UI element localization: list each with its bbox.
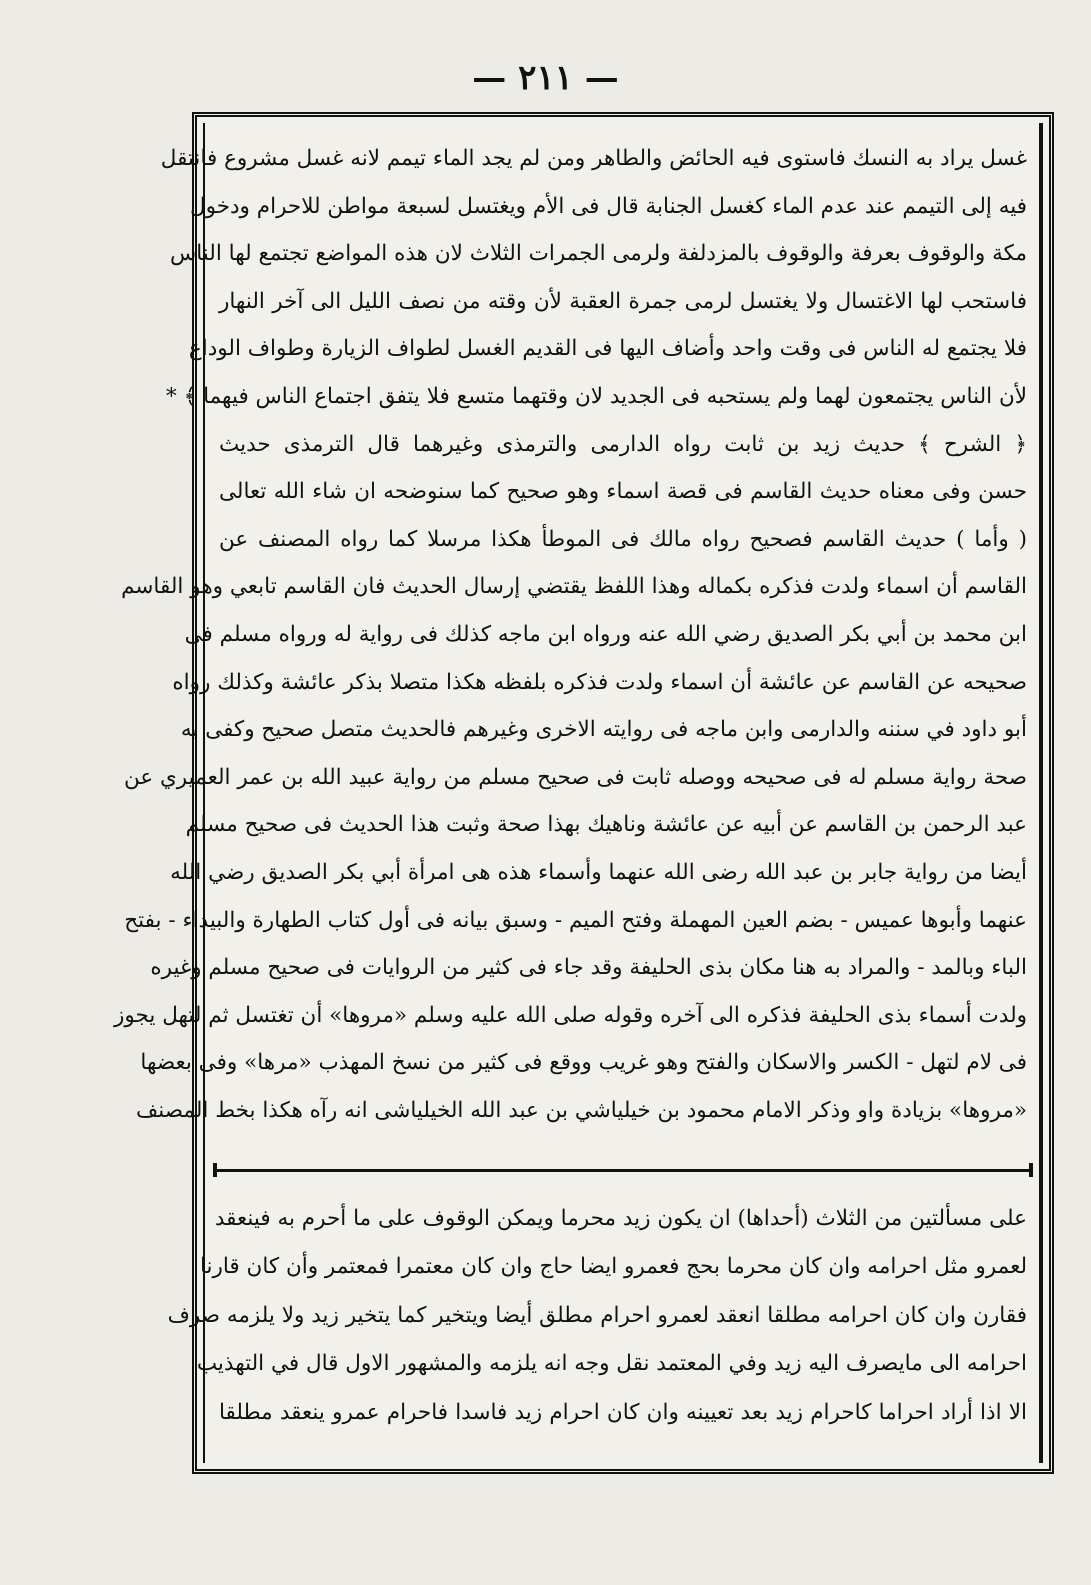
- text-line: لأن الناس يجتمعون لهما ولم يستحبه فى الجديد لان وقتهما متسع فلا يتفق اجتماع الناس فيهما ﴾ *: [166, 383, 1027, 409]
- main-text-block: [114, 135, 1027, 1134]
- text-line: فلا يجتمع له الناس فى وقت واحد وأضاف اليها فى القديم الغسل لطواف الزيارة وطواف الوداع: [188, 336, 1027, 362]
- text-line: الباء وبالمد - والمراد به هنا مكان بذى الحليفة وقد جاء فى كثير من الروايات فى صحيح مسلم وغيره: [150, 955, 1027, 981]
- text-line: عبد الرحمن بن القاسم عن أبيه عن عائشة وناهيك بهذا صحة وثبت هذا الحديث فى صحيح مسلم: [185, 812, 1027, 838]
- text-line: ( وأما ) حديث القاسم فصحيح رواه مالك فى الموطأ هكذا مرسلا كما رواه المصنف عن: [219, 526, 1027, 552]
- text-line: ولدت أسماء بذى الحليفة فذكره الى آخره وقوله صلى الله عليه وسلم «مروها» أن تغتسل ثم لتهل يجوز: [114, 1002, 1027, 1028]
- text-line: فاستحب لها الاغتسال ولا يغتسل لرمى جمرة العقبة لأن وقته من نصف الليل الى آخر النهار: [219, 288, 1027, 314]
- text-line: فى لام لتهل - الكسر والاسكان والفتح وهو غريب ووقع فى كثير من نسخ المهذب «مرها» وفى بعضها: [140, 1050, 1027, 1076]
- text-line: حسن وفى معناه حديث القاسم فى قصة اسماء وهو صحيح كما سنوضحه ان شاء الله تعالى: [219, 479, 1027, 505]
- text-line: صحة رواية مسلم له فى صحيحه ووصله ثابت فى صحيح مسلم من رواية عبيد الله بن عمر العميري عن: [123, 764, 1027, 790]
- text-line: أيضا من رواية جابر بن عبد الله رضى الله عنهما وأسماء هذه هى امرأة أبي بكر الصديق رضي الله: [170, 859, 1027, 885]
- separator-edge-right: [1029, 1163, 1033, 1177]
- text-line: أبو داود في سننه والدارمى وابن ماجه فى روايته الاخرى وغيرهم فالحديث متصل صحيح وكفى به: [180, 717, 1027, 743]
- text-line: القاسم أن اسماء ولدت فذكره بكماله وهذا اللفظ يقتضي إرسال الحديث فان القاسم تابعي وهو القاسم: [121, 574, 1027, 600]
- text-line: غسل يراد به النسك فاستوى فيه الحائض والطاهر ومن لم يجد الماء تيمم لانه غسل مشروع فانتقل: [160, 146, 1027, 171]
- footnote-line: على مسألتين من الثلاث (أحداها) ان يكون زيد محرما ويمكن الوقوف على ما أحرم به فينعقد: [214, 1206, 1027, 1231]
- text-line: ﴿ الشرح ﴾ حديث زيد بن ثابت رواه الدارمى والترمذى وغيرهما قال الترمذى حديث: [219, 431, 1027, 457]
- footnote-text-block: [167, 1195, 1027, 1437]
- footnote-line: الا اذا أراد احراما كاحرام زيد بعد تعيينه وان كان احرام زيد فاسدا فاحرام عمرو ينعقد مطلقا: [219, 1399, 1027, 1425]
- page-number: — ٢١١ —: [472, 58, 619, 98]
- text-line: فيه إلى التيمم عند عدم الماء كغسل الجنابة قال فى الأم ويغتسل لسبعة مواطن للاحرام ودخول: [189, 193, 1027, 219]
- text-line: «مروها» بزيادة واو وذكر الامام محمود بن خيلياشي بن عبد الله الخيلياشى انه رآه هكذا بخط المصنف: [136, 1097, 1027, 1123]
- footnote-line: لعمرو مثل احرامه وان كان محرما بحج فعمرو ايضا حاج وان كان معتمرا فمعتمر وأن كان قارنا: [199, 1254, 1027, 1280]
- page-frame: [114, 112, 1054, 1474]
- footnote-line: فقارن وان كان احرامه مطلقا انعقد لعمرو احرام مطلق أيضا ويتخير كما يتخير زيد ولا يلزمه صرف: [167, 1302, 1027, 1328]
- text-line: عنهما وأبوها عميس - بضم العين المهملة وفتح الميم - وسبق بيانه فى أول كتاب الطهارة والبيداء - بفتح: [124, 907, 1027, 933]
- text-line: مكة والوقوف بعرفة والوقوف بالمزدلفة ولرمى الجمرات الثلاث لان هذه المواضع تجتمع لها الناس: [170, 241, 1027, 267]
- text-line: صحيحه عن القاسم عن عائشة أن اسماء ولدت فذكره بلفظه هكذا متصلا بذكر عائشة وكذلك رواه: [172, 669, 1027, 695]
- text-line: ابن محمد بن أبي بكر الصديق رضي الله عنه ورواه ابن ماجه كذلك فى رواية له ورواه مسلم فى: [184, 621, 1027, 647]
- footnote-line: احرامه الى مايصرف اليه زيد وفي المعتمد نقل وجه انه يلزمه والمشهور الاول قال في التهذيب: [196, 1351, 1027, 1377]
- footnote-separator: [215, 1169, 1031, 1172]
